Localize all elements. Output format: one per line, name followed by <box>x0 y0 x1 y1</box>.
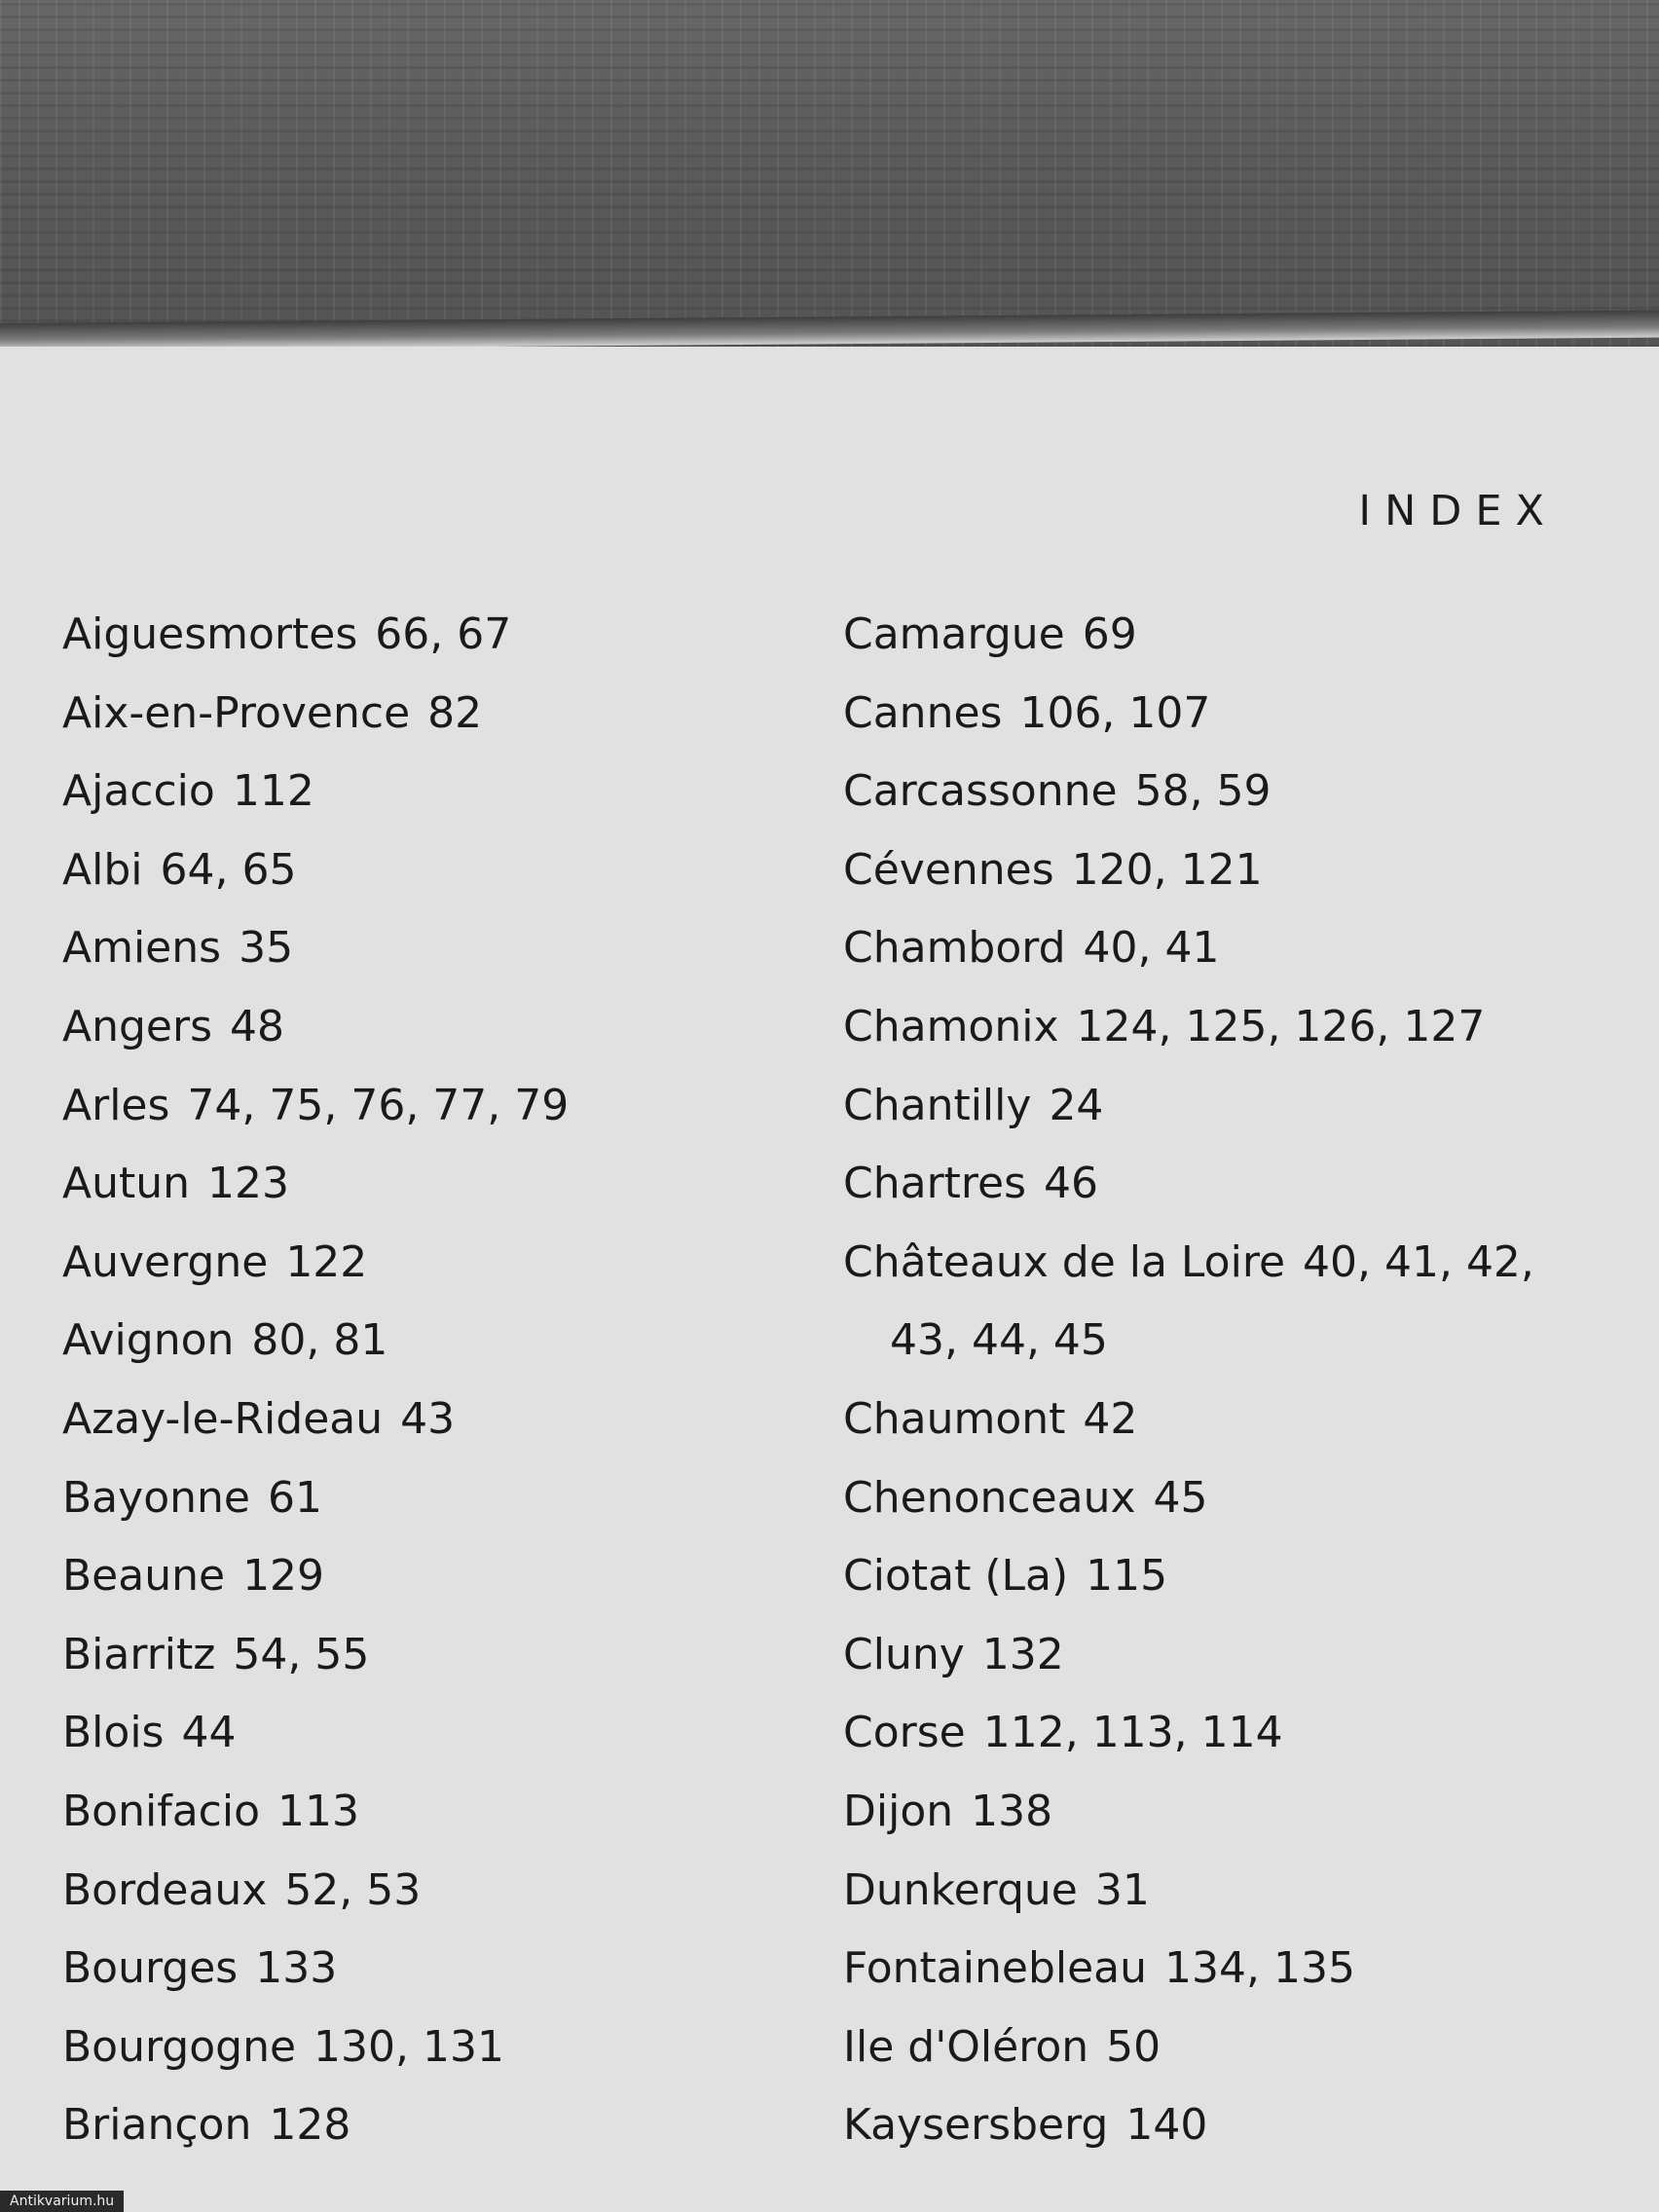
index-entry <box>843 1930 1534 2009</box>
entry-pages: 113 <box>277 1786 359 1836</box>
entry-pages: 138 <box>971 1786 1053 1836</box>
entry-pages: 48 <box>230 1001 284 1051</box>
entry-name: Châteaux de la Loire <box>843 1236 1286 1287</box>
index-entry <box>843 1067 1534 1146</box>
index-entry <box>62 2086 569 2165</box>
entry-pages: 24 <box>1049 1080 1104 1130</box>
index-entry <box>843 753 1534 831</box>
entry-pages: 46 <box>1044 1159 1099 1209</box>
entry-name: Aix-en-Provence <box>62 687 411 738</box>
index-entry <box>843 1852 1534 1931</box>
watermark: Antikvarium.hu <box>0 2191 124 2212</box>
entry-pages: 43 <box>400 1393 456 1444</box>
index-column-right <box>843 596 1534 2165</box>
entry-name: Chamonix <box>843 1001 1059 1051</box>
index-entry <box>62 1773 569 1852</box>
entry-name: Bordeaux <box>62 1864 268 1915</box>
index-entry <box>843 1459 1534 1538</box>
entry-name: Ciotat (La) <box>843 1551 1069 1602</box>
entry-pages: 112 <box>232 766 314 817</box>
entry-pages: 44 <box>181 1708 237 1758</box>
entry-name: Bourgogne <box>62 2021 297 2072</box>
entry-name: Chaumont <box>843 1393 1066 1444</box>
entry-pages: 112, 113, 114 <box>982 1708 1283 1758</box>
entry-name: Bayonne <box>62 1472 250 1523</box>
entry-pages: 31 <box>1094 1864 1150 1915</box>
entry-pages: 66, 67 <box>375 609 512 659</box>
entry-pages: 130, 131 <box>313 2021 504 2072</box>
entry-pages: 124, 125, 126, 127 <box>1076 1001 1486 1051</box>
entry-pages: 115 <box>1086 1551 1168 1602</box>
index-column-left <box>62 596 569 2165</box>
index-entry <box>62 675 569 754</box>
index-entry <box>62 1852 569 1931</box>
entry-pages: 50 <box>1106 2021 1161 2072</box>
index-entry <box>62 1930 569 2009</box>
entry-pages: 58, 59 <box>1134 766 1272 817</box>
entry-pages: 74, 75, 76, 77, 79 <box>187 1080 570 1130</box>
index-entry <box>62 753 569 831</box>
entry-pages: 132 <box>981 1629 1064 1679</box>
entry-name: Albi <box>62 844 143 895</box>
index-entry <box>62 2009 569 2087</box>
entry-pages: 128 <box>269 2100 351 2151</box>
entry-name: Chambord <box>843 923 1066 974</box>
entry-pages: 140 <box>1125 2100 1208 2151</box>
index-entry <box>62 596 569 675</box>
table-surface <box>0 0 1659 360</box>
entry-name: Dijon <box>843 1786 954 1836</box>
entry-name: Cannes <box>843 687 1003 738</box>
entry-pages: 120, 121 <box>1071 844 1263 895</box>
entry-pages: 82 <box>427 687 483 738</box>
entry-name: Fontainebleau <box>843 1943 1148 1994</box>
index-entry <box>62 1694 569 1773</box>
index-entry <box>62 831 569 910</box>
entry-pages: 43, 44, 45 <box>890 1315 1108 1366</box>
entry-name: Autun <box>62 1159 191 1209</box>
entry-name: Camargue <box>843 609 1065 659</box>
index-entry <box>843 831 1534 910</box>
index-entry <box>843 596 1534 675</box>
entry-name: Azay-le-Rideau <box>62 1393 384 1444</box>
entry-name: Ile d'Oléron <box>843 2021 1089 2072</box>
entry-pages: 52, 53 <box>284 1864 422 1915</box>
index-entry <box>62 988 569 1067</box>
entry-pages: 40, 41, 42, <box>1303 1236 1534 1287</box>
entry-pages: 45 <box>1153 1472 1208 1523</box>
index-heading: INDEX <box>1358 487 1558 535</box>
entry-name: Carcassonne <box>843 766 1118 817</box>
entry-pages: 61 <box>267 1472 322 1523</box>
entry-pages: 133 <box>255 1943 338 1994</box>
index-entry <box>843 1381 1534 1459</box>
entry-name: Blois <box>62 1708 165 1758</box>
entry-pages: 64, 65 <box>160 844 297 895</box>
index-entry <box>62 1145 569 1224</box>
index-entry <box>843 909 1534 988</box>
entry-name: Angers <box>62 1001 212 1051</box>
entry-pages: 122 <box>285 1236 368 1287</box>
entry-name: Bourges <box>62 1943 239 1994</box>
entry-name: Amiens <box>62 923 222 974</box>
index-entry <box>62 1537 569 1616</box>
index-entry <box>843 1145 1534 1224</box>
index-entry <box>62 1067 569 1146</box>
index-entry <box>843 675 1534 754</box>
index-entry <box>843 2009 1534 2087</box>
entry-name: Dunkerque <box>843 1864 1078 1915</box>
entry-pages: 129 <box>242 1551 325 1602</box>
entry-pages: 69 <box>1082 609 1137 659</box>
entry-name: Cluny <box>843 1629 965 1679</box>
entry-pages: 54, 55 <box>233 1629 370 1679</box>
entry-pages: 42 <box>1083 1393 1138 1444</box>
entry-name: Ajaccio <box>62 766 215 817</box>
entry-name: Auvergne <box>62 1236 269 1287</box>
index-entry <box>843 1537 1534 1616</box>
entry-name: Aiguesmortes <box>62 609 358 659</box>
entry-name: Avignon <box>62 1315 235 1366</box>
entry-name: Arles <box>62 1080 170 1130</box>
index-entry <box>843 1302 1534 1381</box>
index-entry <box>62 909 569 988</box>
index-entry <box>62 1616 569 1695</box>
entry-pages: 123 <box>207 1159 289 1209</box>
index-entry <box>843 2086 1534 2165</box>
entry-pages: 35 <box>239 923 294 974</box>
index-entry <box>62 1381 569 1459</box>
entry-name: Chenonceaux <box>843 1472 1136 1523</box>
entry-name: Briançon <box>62 2100 252 2151</box>
entry-name: Beaune <box>62 1551 226 1602</box>
index-entry <box>62 1302 569 1381</box>
entry-pages: 80, 81 <box>251 1315 388 1366</box>
index-entry <box>843 988 1534 1067</box>
index-entry <box>62 1224 569 1303</box>
index-entry <box>843 1224 1534 1303</box>
index-entry <box>843 1616 1534 1695</box>
entry-name: Corse <box>843 1708 966 1758</box>
entry-name: Chartres <box>843 1159 1027 1209</box>
entry-name: Biarritz <box>62 1629 216 1679</box>
entry-pages: 40, 41 <box>1083 923 1220 974</box>
entry-pages: 106, 107 <box>1019 687 1211 738</box>
entry-name: Cévennes <box>843 844 1054 895</box>
index-entry <box>843 1773 1534 1852</box>
index-entry <box>843 1694 1534 1773</box>
entry-name: Chantilly <box>843 1080 1032 1130</box>
entry-name: Bonifacio <box>62 1786 261 1836</box>
index-entry <box>62 1459 569 1538</box>
entry-name: Kaysersberg <box>843 2100 1109 2151</box>
entry-pages: 134, 135 <box>1164 1943 1355 1994</box>
